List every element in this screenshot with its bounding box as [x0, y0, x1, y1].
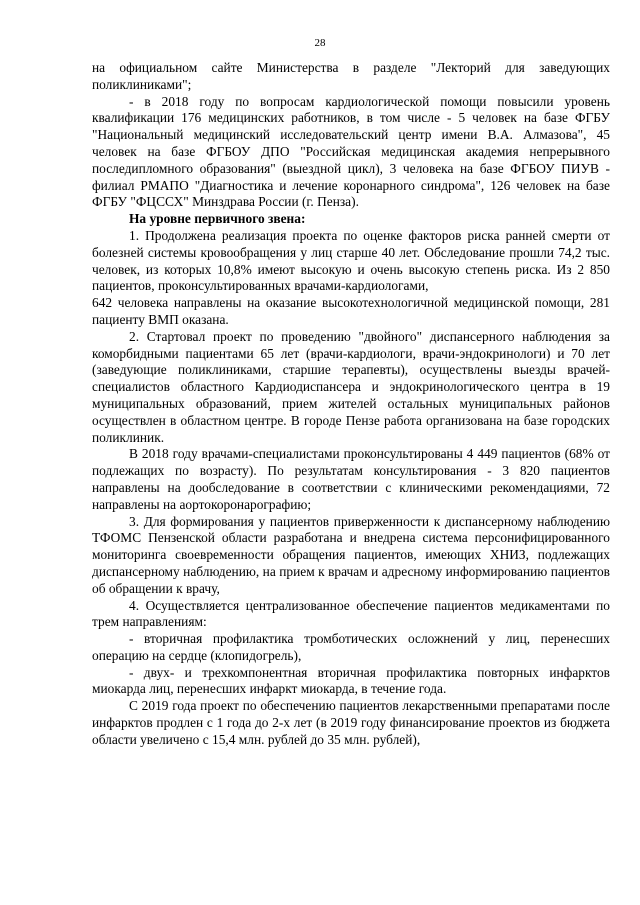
- paragraph-item-1: 1. Продолжена реализация проекта по оценке факторов риска ранней смерти от болезней системы кровообращения у лиц старше 40 лет. Обследование прошли 74,2 тыс. человек, из которых 10,8% имеют высокую и очень высокую степень риска. Из 2 850 пациентов, проконсультированных врачами-кардиологами,: [92, 227, 610, 294]
- paragraph-item-1-continued: 642 человека направлены на оказание высокотехнологичной медицинской помощи, 281 пациенту ВМП оказана.: [92, 295, 610, 327]
- page-body: [92, 60, 610, 749]
- paragraph-2-training: - в 2018 году по вопросам кардиологической помощи повысили уровень квалификации 176 медицинских работников, в том числе - 5 человек на базе ФГБУ "Национальный медицинский исследовательский центр имени В.А. Алмазова", 45 человек на базе ФГБОУ ДПО "Российская медицинская академия непрерывного последипломного образования" (выездной цикл), 3 человека на базе ФГБОУ ПИУВ - филиал РМАПО "Диагностика и лечение коронарного синдрома", 126 человек на базе ФГБУ "ФЦССХ" Минздрава России (г. Пенза).: [92, 93, 610, 210]
- page-number: 28: [314, 37, 326, 49]
- paragraph-1: на официальном сайте Министерства в разделе "Лекторий для заведующих поликлиниками";: [92, 60, 610, 92]
- paragraph-item-2: 2. Стартовал проект по проведению "двойного" диспансерного наблюдения за коморбидными пациентами 65 лет (врачи-кардиологи, врачи-эндокринологи) и 70 лет (заведующие поликлиниками, старшие терапевты), осуществлены выезды врачей-специалистов областного Кардиодиспансера и эндокринологического центра в 19 муниципальных образований, прием жителей остальных муниципальных районов осуществлен в областном центре. В городе Пензе работа организована на базе городских поликлиник.: [92, 328, 610, 445]
- paragraph-2018-consultations: В 2018 году врачами-специалистами проконсультированы 4 449 пациентов (68% от подлежащих по возрасту). По результатам консультирования - 3 820 пациентов направлены на дообследование в соответствии с клиническими рекомендациями, 72 направлены на аортокоронарографию;: [92, 446, 610, 512]
- paragraph-2019-project: С 2019 года проект по обеспечению пациентов лекарственными препаратами после инфарктов продлен с 1 года до 2-х лет (в 2019 году финансирование проектов из бюджета области увеличено с 15,4 млн. рублей до 35 млн. рублей),: [92, 698, 610, 747]
- section-heading-primary-level: На уровне первичного звена:: [129, 211, 306, 227]
- list-item-secondary-prevention: - двух- и трехкомпонентная вторичная профилактика повторных инфарктов миокарда лиц, перенесших инфаркт миокарда, в течение года.: [92, 664, 610, 697]
- paragraph-item-3: 3. Для формирования у пациентов приверженности к диспансерному наблюдению ТФОМС Пензенской области разработана и внедрена система персонифицированного мониторинга своевременности обращения пациентов, имеющих ХНИЗ, подлежащих диспансерному наблюдению, на прием к врачам и адресному информированию пациентов об обращении к врачу,: [92, 513, 610, 596]
- paragraph-item-4: 4. Осуществляется централизованное обеспечение пациентов медикаментами по трем направлениям:: [92, 597, 610, 630]
- list-item-clopidogrel: - вторичная профилактика тромботических осложнений у лиц, перенесших операцию на сердце (клопидогрель),: [92, 631, 610, 663]
